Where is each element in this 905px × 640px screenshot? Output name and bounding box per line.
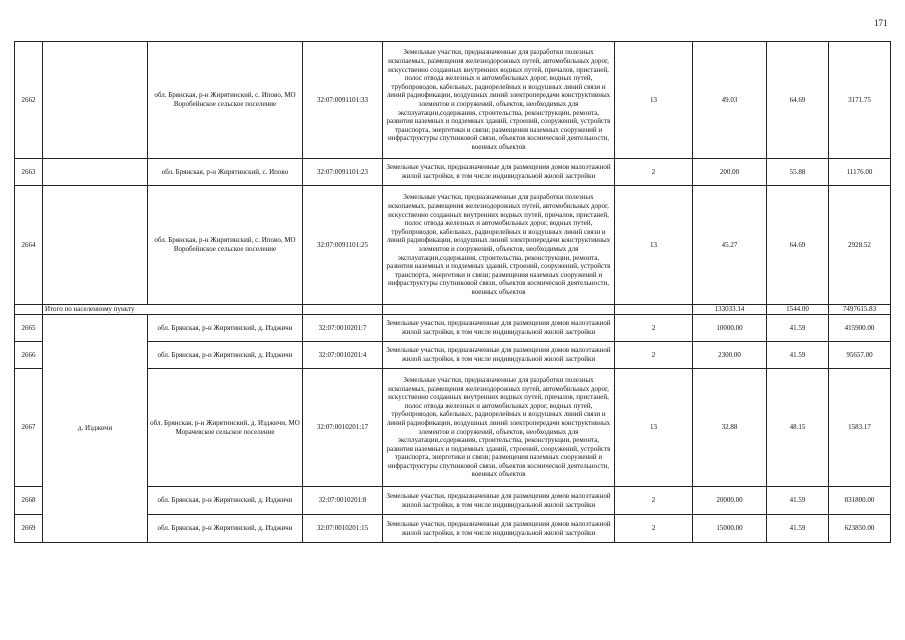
area-value: 20000.00: [693, 487, 767, 515]
category-code: 2: [615, 315, 693, 342]
cadastral-value: 1583.17: [829, 369, 891, 487]
subtotal-empty: [15, 305, 43, 315]
land-category: Земельные участки, предназначенные для размещения домов малоэтажной жилой застройки, в том числе индивидуальной жилой застройки: [383, 159, 615, 186]
area-value: 15000.00: [693, 515, 767, 543]
cadastral-number: 32:07:0010201:17: [303, 369, 383, 487]
cadastral-number: 32:07:0091101:25: [303, 186, 383, 305]
address-cell: обл. Брянская, р-н Жирятинский, с. Иповo, МО Воробейнское сельское поселение: [148, 42, 303, 159]
category-code: 2: [615, 159, 693, 186]
row-number: 2669: [15, 515, 43, 543]
table-row: [15, 186, 891, 305]
rate-value: 64.69: [767, 42, 829, 159]
row-number: 2664: [15, 186, 43, 305]
cadastral-value: 623850.00: [829, 515, 891, 543]
table-row: [15, 315, 891, 342]
cadastral-value: 95657.00: [829, 342, 891, 369]
address-cell: обл. Брянская, р-н Жирятинский, д. Изджичи: [148, 515, 303, 543]
locality-cell: [43, 186, 148, 305]
rate-value: 41.59: [767, 342, 829, 369]
address-cell: обл. Брянская, р-н Жирятинский, д. Изджичи: [148, 487, 303, 515]
subtotal-rate: 1544.00: [767, 305, 829, 315]
category-code: 13: [615, 369, 693, 487]
category-code: 2: [615, 515, 693, 543]
cadastral-number: 32:07:0091101:33: [303, 42, 383, 159]
locality-name: д. Изджичи: [43, 315, 148, 543]
land-category: Земельные участки, предназначенные для разработки полезных ископаемых, размещения железнодорожных путей, автомобильных дорог, искусственно созданных внутренних водных путей, причалов, пристаней, полос отвода железных и автомобильных дорог, водных путей, трубопроводов, кабельных, радиорелейных и воздушных линий связи и линий радиофикации, воздушных линий электропередачи конструктивных элементов и сооружений, объектов, необходимых для эксплуатации,содержания, строительства, реконструкции, ремонта, развития наземных и подземных зданий, строений, сооружений, устройств транспорта, энергетики и связи; размещения наземных сооружений и инфраструктуры спутниковой связи, объектов космической деятельности, военных объектов: [383, 186, 615, 305]
subtotal-empty: [303, 305, 383, 315]
land-category: Земельные участки, предназначенные для разработки полезных ископаемых, размещения железнодорожных путей, автомобильных дорог, искусственно созданных внутренних водных путей, причалов, пристаней, полос отвода железных и автомобильных дорог, водных путей, трубопроводов, кабельных, радиорелейных и воздушных линий связи и линий радиофикации, воздушных линий электропередачи конструктивных элементов и сооружений, объектов, необходимых для эксплуатации,содержания, строительства, реконструкции, ремонта, развития наземных и подземных зданий, строений, сооружений, устройств транспорта, энергетики и связи; размещения наземных сооружений и инфраструктуры спутниковой связи, объектов космической деятельности, военных объектов: [383, 369, 615, 487]
locality-cell: [43, 42, 148, 159]
subtotal-label: Итого по населенному пункту: [43, 305, 303, 315]
land-category: Земельные участки, предназначенные для размещения домов малоэтажной жилой застройки, в том числе индивидуальной жилой застройки: [383, 315, 615, 342]
category-code: 2: [615, 342, 693, 369]
table-row: [15, 159, 891, 186]
area-value: 45.27: [693, 186, 767, 305]
rate-value: 41.59: [767, 315, 829, 342]
subtotal-empty: [383, 305, 615, 315]
address-cell: обл. Брянская, р-н Жирятинский, с. Иповo, МО Воробейнское сельское поселение: [148, 186, 303, 305]
address-cell: обл. Брянская, р-н Жирятинский, д. Изджичи: [148, 315, 303, 342]
land-registry-table: [14, 41, 891, 543]
land-category: Земельные участки, предназначенные для разработки полезных ископаемых, размещения железнодорожных путей, автомобильных дорог, искусственно созданных внутренних водных путей, причалов, пристаней, полос отвода железных и автомобильных дорог, водных путей, трубопроводов, кабельных, радиорелейных и воздушных линий связи и линий радиофикации, воздушных линий электропередачи конструктивных элементов и сооружений, объектов, необходимых для эксплуатации,содержания, строительства, реконструкции, ремонта, развития наземных и подземных зданий, строений, сооружений, устройств транспорта, энергетики и связи; размещения наземных сооружений и инфраструктуры спутниковой связи, объектов космической деятельности, военных объектов: [383, 42, 615, 159]
rate-value: 41.59: [767, 487, 829, 515]
cadastral-number: 32:07:0010201:4: [303, 342, 383, 369]
land-category: Земельные участки, предназначенные для размещения домов малоэтажной жилой застройки, в том числе индивидуальной жилой застройки: [383, 515, 615, 543]
cadastral-value: 415900.00: [829, 315, 891, 342]
subtotal-value: 7497615.83: [829, 305, 891, 315]
land-category: Земельные участки, предназначенные для размещения домов малоэтажной жилой застройки, в том числе индивидуальной жилой застройки: [383, 342, 615, 369]
row-number: 2662: [15, 42, 43, 159]
category-code: 13: [615, 42, 693, 159]
cadastral-number: 32:07:0010201:7: [303, 315, 383, 342]
area-value: 200.00: [693, 159, 767, 186]
locality-cell: [43, 159, 148, 186]
cadastral-number: 32:07:0091101:23: [303, 159, 383, 186]
area-value: 49.03: [693, 42, 767, 159]
rate-value: 64.69: [767, 186, 829, 305]
area-value: 2300.00: [693, 342, 767, 369]
area-value: 10000.00: [693, 315, 767, 342]
rate-value: 48.15: [767, 369, 829, 487]
page-number: 171: [874, 18, 888, 28]
subtotal-row: [15, 305, 891, 315]
address-cell: обл. Брянская, р-н Жирятинский, д. Изджичи, МО Морачевское сельское поселение: [148, 369, 303, 487]
address-cell: обл. Брянская, р-н Жирятинский, с. Иповo: [148, 159, 303, 186]
land-category: Земельные участки, предназначенные для размещения домов малоэтажной жилой застройки, в том числе индивидуальной жилой застройки: [383, 487, 615, 515]
cadastral-number: 32:07:0010201:15: [303, 515, 383, 543]
area-value: 32.88: [693, 369, 767, 487]
cadastral-value: 11176.00: [829, 159, 891, 186]
category-code: 13: [615, 186, 693, 305]
row-number: 2667: [15, 369, 43, 487]
table-row: [15, 42, 891, 159]
address-cell: обл. Брянская, р-н Жирятинский, д. Изджичи: [148, 342, 303, 369]
row-number: 2665: [15, 315, 43, 342]
subtotal-area: 133033.14: [693, 305, 767, 315]
cadastral-value: 831800.00: [829, 487, 891, 515]
cadastral-value: 2928.52: [829, 186, 891, 305]
row-number: 2668: [15, 487, 43, 515]
cadastral-value: 3171.75: [829, 42, 891, 159]
rate-value: 41.59: [767, 515, 829, 543]
subtotal-empty: [615, 305, 693, 315]
category-code: 2: [615, 487, 693, 515]
rate-value: 55.88: [767, 159, 829, 186]
row-number: 2663: [15, 159, 43, 186]
row-number: 2666: [15, 342, 43, 369]
cadastral-number: 32:07:0010201:8: [303, 487, 383, 515]
